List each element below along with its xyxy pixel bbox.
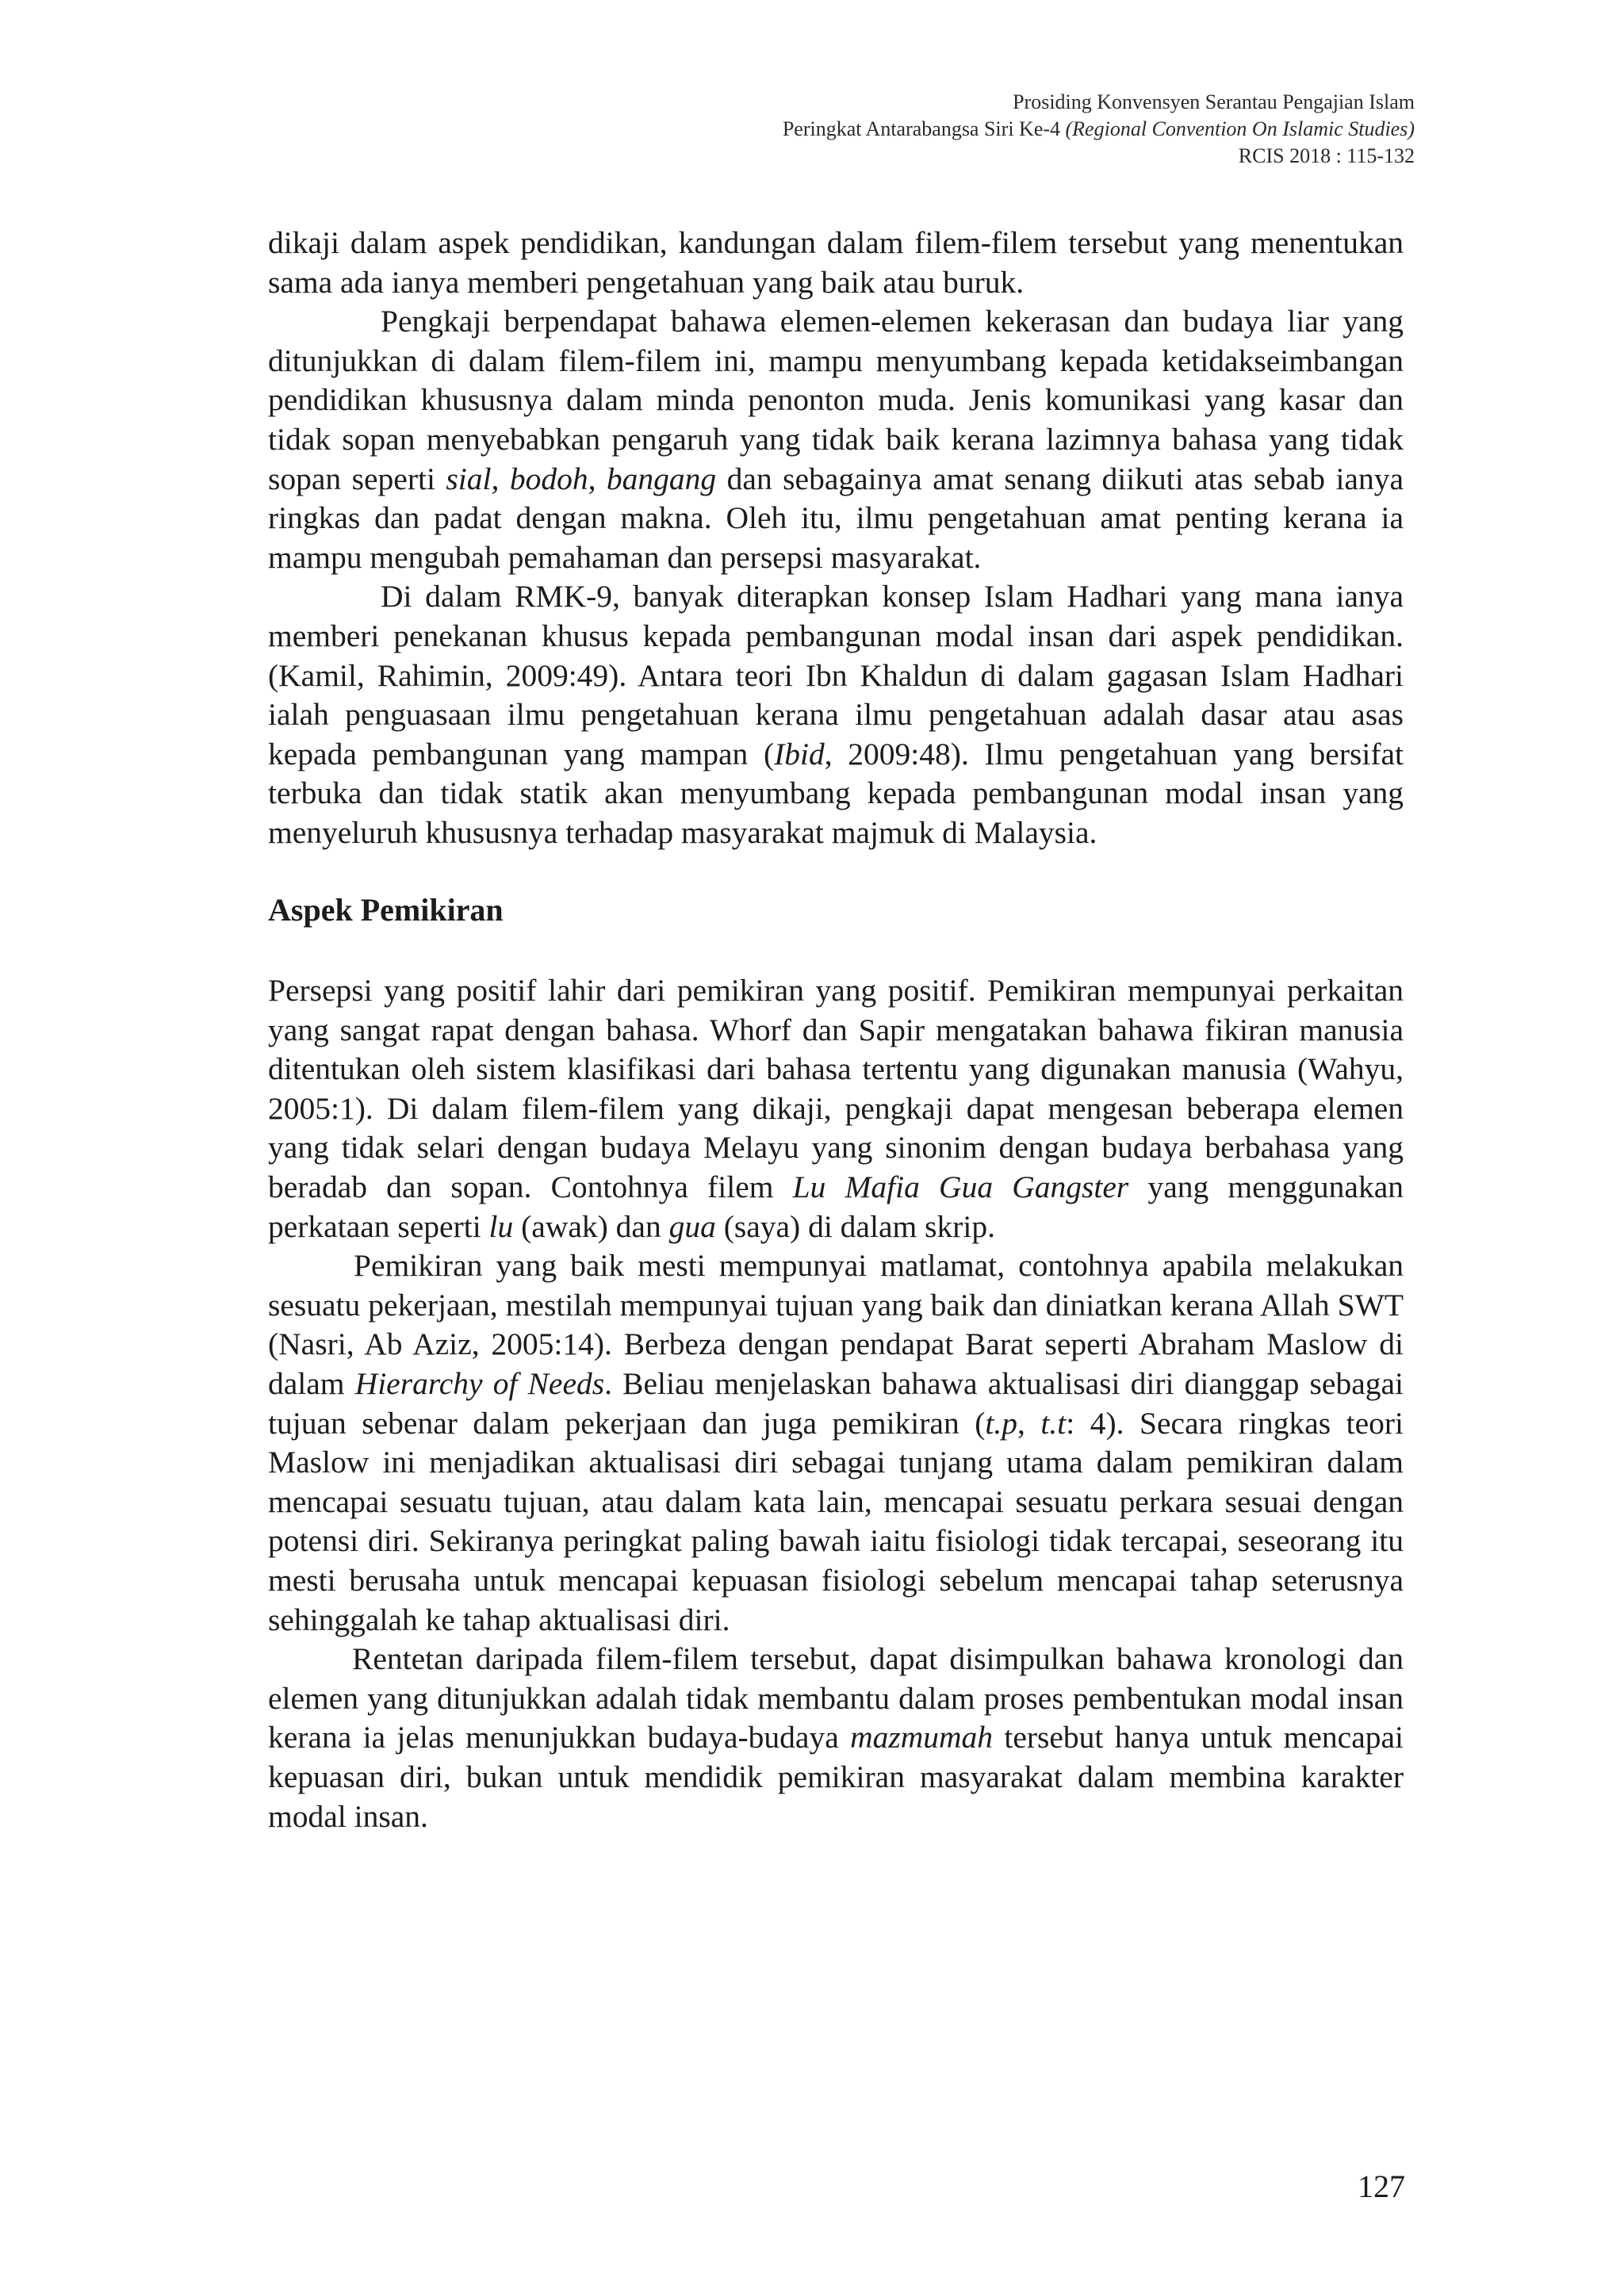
paragraph-5-italic-tt: t.t bbox=[1040, 1405, 1067, 1441]
body-text bbox=[268, 224, 1404, 1836]
paragraph-3-italic-ibid: Ibid bbox=[774, 736, 825, 771]
header-page-range: RCIS 2018 : 115-132 bbox=[1238, 144, 1415, 167]
spacer bbox=[268, 929, 1404, 971]
running-header bbox=[783, 89, 1415, 170]
paragraph-5 bbox=[268, 1246, 1404, 1640]
paragraph-5-text-c: . Beliau menjelaskan bahawa aktualisasi diri dianggap sebagai tujuan sebenar dalam pekerjaan dan juga pemikiran ( bbox=[268, 1366, 1404, 1441]
paragraph-4-italic-film-title: Lu Mafia Gua Gangster bbox=[792, 1169, 1129, 1205]
paragraph-6 bbox=[268, 1640, 1404, 1836]
paragraph-1: dikaji dalam aspek pendidikan, kandungan dalam filem-filem tersebut yang menentukan sama ada ianya memberi pengetahuan yang baik atau buruk. bbox=[268, 225, 1404, 300]
header-proceedings-title: Prosiding Konvensyen Serantau Pengajian Islam bbox=[1013, 90, 1415, 113]
paragraph-5-text-e: , bbox=[1017, 1405, 1041, 1441]
paragraph-4 bbox=[268, 971, 1404, 1246]
paragraph-4-italic-lu: lu bbox=[488, 1208, 514, 1244]
paragraph-2-text-c: dan sebagainya amat senang diikuti atas sebab ianya ringkas dan padat dengan makna. Oleh itu, ilmu pengetahuan amat penting kerana ia mampu mengubah pemahaman dan persepsi masyarakat. bbox=[268, 461, 1404, 575]
paragraph-2-text-a: Pengkaji berpendapat bahawa elemen-elemen kekerasan dan budaya liar yang ditunjukkan di dalam filem-filem ini, mampu menyumbang kepada ketidakseimbangan pendidikan khususnya dalam minda penonton muda. Jenis komunikasi yang kasar dan tidak sopan menyebabkan pengaruh yang tidak baik kerana lazimnya bahasa yang tidak sopan seperti bbox=[268, 304, 1404, 496]
paragraph-3-text-c: , 2009:48). Ilmu pengetahuan yang bersifat terbuka dan tidak statik akan menyumbang kepada pembangunan modal insan yang menyeluruh khususnya terhadap masyarakat majmuk di Malaysia. bbox=[268, 736, 1404, 850]
header-series-line bbox=[783, 116, 1415, 143]
paragraph-4-text-e: (awak) dan bbox=[513, 1208, 669, 1244]
paragraph-4-text-g: (saya) di dalam skrip. bbox=[715, 1208, 995, 1244]
paragraph-3 bbox=[268, 577, 1404, 852]
paragraph-5-text-a: Pemikiran yang baik mesti mempunyai matlamat, contohnya apabila melakukan sesuatu pekerjaan, mestilah mempunyai tujuan yang baik dan diniatkan kerana Allah SWT (Nasri, Ab Aziz, 2005:14). Berbeza dengan pendapat Barat seperti Abraham Maslow di dalam bbox=[268, 1248, 1404, 1402]
paragraph-5-italic-tp: t.p bbox=[985, 1405, 1017, 1441]
spacer bbox=[268, 853, 1404, 890]
paragraph-5-italic-hierarchy: Hierarchy of Needs bbox=[354, 1366, 605, 1402]
paragraph-2 bbox=[268, 302, 1404, 577]
page-number: 127 bbox=[1358, 2169, 1405, 2204]
header-series-text: Peringkat Antarabangsa Siri Ke-4 bbox=[782, 117, 1066, 140]
paragraph-4-italic-gua: gua bbox=[668, 1208, 716, 1244]
paragraph-6-italic-mazmumah: mazmumah bbox=[850, 1720, 994, 1755]
paragraph-4-text-a: Persepsi yang positif lahir dari pemikiran yang positif. Pemikiran mempunyai perkaitan yang sangat rapat dengan bahasa. Whorf dan Sapir mengatakan bahawa fikiran manusia ditentukan oleh sistem klasifikasi dari bahasa tertentu yang digunakan manusia (Wahyu, 2005:1). Di dalam filem-filem yang dikaji, pengkaji dapat mengesan beberapa elemen yang tidak selari dengan budaya Melayu yang sinonim dengan budaya berbahasa yang beradab dan sopan. Contohnya filem bbox=[268, 973, 1404, 1205]
header-series-italic: (Regional Convention On Islamic Studies) bbox=[1065, 117, 1415, 140]
paragraph-2-italic-terms: sial, bodoh, bangang bbox=[446, 461, 717, 496]
paragraph-4-text-c: yang menggunakan perkataan seperti bbox=[268, 1169, 1404, 1244]
paragraph-5-text-g: : 4). Secara ringkas teori Maslow ini menjadikan aktualisasi diri sebagai tunjang utama dalam pemikiran dalam mencapai sesuatu tujuan, atau dalam kata lain, mencapai sesuatu perkara sesuai dengan potensi diri. Sekiranya peringkat paling bawah iaitu fisiologi tidak tercapai, seseorang itu mesti berusaha untuk mencapai kepuasan fisiologi sebelum mencapai tahap seterusnya sehinggalah ke tahap aktualisasi diri. bbox=[268, 1405, 1404, 1637]
paragraph-3-text-a: Di dalam RMK-9, banyak diterapkan konsep Islam Hadhari yang mana ianya memberi penekanan khusus kepada pembangunan modal insan dari aspek pendidikan. (Kamil, Rahimin, 2009:49). Antara teori Ibn Khaldun di dalam gagasan Islam Hadhari ialah penguasaan ilmu pengetahuan kerana ilmu pengetahuan adalah dasar atau asas kepada pembangunan yang mampan ( bbox=[268, 579, 1404, 771]
paragraph-6-text-a: Rentetan daripada filem-filem tersebut, dapat disimpulkan bahawa kronologi dan elemen yang ditunjukkan adalah tidak membantu dalam proses pembentukan modal insan kerana ia jelas menunjukkan budaya-budaya bbox=[268, 1641, 1404, 1755]
section-heading: Aspek Pemikiran bbox=[268, 891, 504, 928]
paragraph-6-text-c: tersebut hanya untuk mencapai kepuasan diri, bukan untuk mendidik pemikiran masyarakat dalam membina karakter modal insan. bbox=[268, 1720, 1404, 1834]
